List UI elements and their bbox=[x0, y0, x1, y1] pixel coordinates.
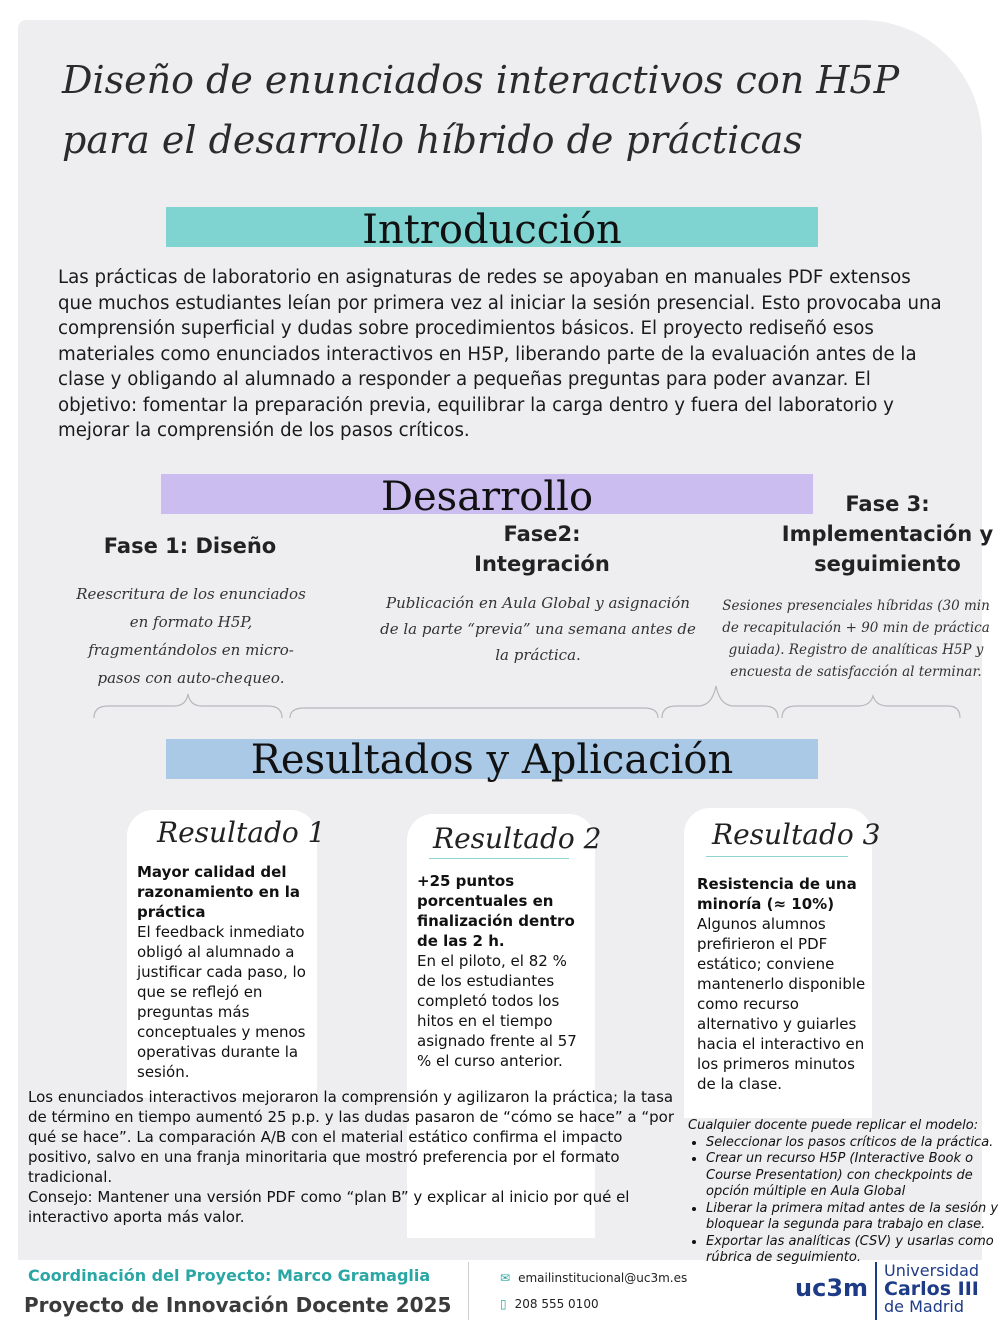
university-logo bbox=[884, 1262, 984, 1316]
logo-divider bbox=[875, 1262, 877, 1320]
phone-text[interactable]: 208 555 0100 bbox=[514, 1297, 599, 1311]
result-1-lead: Mayor calidad del razonamiento en la práctica bbox=[137, 863, 301, 921]
tips-item: • Crear un recurso H5P (Interactive Book o Course Presentation) con checkpoints de opción múltiple en Aula Global bbox=[706, 1151, 1000, 1201]
result-3-heading: Resultado 3 bbox=[712, 818, 881, 851]
result-3-lead: Resistencia de una minoría (≈ 10%) bbox=[697, 875, 857, 913]
result-1-body bbox=[137, 862, 312, 1082]
tips-item: • Liberar la primera mitad antes de la sesión y bloquear la segunda para trabajo en clase. bbox=[706, 1201, 1000, 1234]
result-2-heading: Resultado 2 bbox=[433, 822, 602, 855]
footer-divider bbox=[468, 1262, 469, 1320]
phase-2-description: Publicación en Aula Global y asignación de la parte “previa” una semana antes de la práctica. bbox=[380, 594, 696, 664]
phase-2-title: Fase2: Integración bbox=[474, 522, 610, 576]
section-band-results: Resultados y Aplicación bbox=[166, 739, 818, 779]
logo-line-3: de Madrid bbox=[884, 1297, 965, 1316]
tips-intro: Cualquier docente puede replicar el modelo: bbox=[688, 1118, 979, 1133]
phase-3-description: Sesiones presenciales híbridas (30 min de recapitulación + 90 min de práctica guiada). Registro de analíticas H5P y encuesta de satisfacción al terminar. bbox=[722, 598, 990, 680]
phase-brackets bbox=[88, 680, 968, 722]
result-3-body bbox=[697, 874, 867, 1094]
result-2-underline bbox=[429, 858, 569, 859]
project-name: Proyecto de Innovación Docente 2025 bbox=[24, 1293, 452, 1317]
logo-line-2: Carlos III bbox=[884, 1278, 979, 1300]
conclusion-text bbox=[28, 1087, 678, 1227]
result-3-underline bbox=[706, 856, 848, 857]
result-card-3 bbox=[684, 808, 881, 1118]
introduction-text: Las prácticas de laboratorio en asignaturas de redes se apoyaban en manuales PDF extensos que muchos estudiantes leían por primera vez al iniciar la sesión presencial. Esto provocaba una comprensión superficial y dudas sobre procedimientos básicos. El proyecto rediseñó esos materiales como enunciados interactivos en H5P, liberando parte de la evaluación antes de la clase y obligando al alumnado a responder a pequeñas preguntas para poder avanzar. El objetivo: fomentar la preparación previa, equilibrar la carga dentro y fuera del laboratorio y mejorar la comprensión de los pasos críticos. bbox=[58, 267, 942, 441]
email-text[interactable]: emailinstitucional@uc3m.es bbox=[518, 1271, 688, 1285]
tips-list bbox=[688, 1135, 1000, 1267]
result-card-1 bbox=[127, 810, 326, 1098]
result-2-body bbox=[417, 871, 589, 1071]
section-band-development: Desarrollo bbox=[161, 474, 813, 514]
poster-title: Diseño de enunciados interactivos con H5P para el desarrollo híbrido de prácticas bbox=[62, 58, 900, 162]
conclusion-tip: Consejo: Mantener una versión PDF como “plan B” y explicar al inicio por qué el interactivo aporta más valor. bbox=[28, 1188, 630, 1226]
phase-1-description: Reescritura de los enunciados en formato H5P, fragmentándolos en micro-pasos con auto-chequeo. bbox=[76, 585, 306, 687]
result-3-text: Algunos alumnos prefirieron el PDF estático; conviene mantenerlo disponible como recurso alternativo y guiarles hacia el interactivo en los primeros minutos de la clase. bbox=[697, 915, 866, 1093]
tips-item: • Seleccionar los pasos críticos de la práctica. bbox=[706, 1135, 1000, 1152]
contact-phone[interactable] bbox=[500, 1297, 599, 1311]
conclusion-summary: Los enunciados interactivos mejoraron la comprensión y agilizaron la práctica; la tasa de término en tiempo aumentó 25 p.p. y las dudas pasaron de “cómo se hace” a “por qué se hace”. La comparación A/B con el material estático confirma el impacto positivo, salvo en una franja minoritaria que mostró preferencia por el formato tradicional. bbox=[28, 1088, 675, 1186]
result-1-text: El feedback inmediato obligó al alumnado a justificar cada paso, lo que se reflejó en preguntas más conceptuales y menos operativas durante la sesión. bbox=[137, 923, 306, 1081]
result-2-lead: +25 puntos porcentuales en finalización dentro de las 2 h. bbox=[417, 872, 575, 950]
contact-email[interactable] bbox=[500, 1271, 687, 1285]
tips-item: • Exportar las analíticas (CSV) y usarlas como rúbrica de seguimiento. bbox=[706, 1234, 1000, 1267]
phone-icon: ▯ bbox=[500, 1297, 507, 1311]
mail-icon: ✉ bbox=[500, 1271, 511, 1285]
uc3m-logo: uc3m bbox=[795, 1274, 869, 1302]
phase-3-title: Fase 3: Implementación y seguimiento bbox=[781, 492, 994, 576]
logo-line-1: Universidad bbox=[884, 1261, 980, 1280]
section-band-introduction: Introducción bbox=[166, 207, 818, 247]
replication-tips bbox=[688, 1118, 1000, 1267]
result-2-text: En el piloto, el 82 % de los estudiantes completó todos los hitos en el tiempo asignado frente al 57 % el curso anterior. bbox=[417, 952, 577, 1070]
project-coordination: Coordinación del Proyecto: Marco Gramaglia bbox=[28, 1266, 431, 1285]
result-1-heading: Resultado 1 bbox=[157, 816, 326, 849]
phase-1-title: Fase 1: Diseño bbox=[103, 534, 277, 558]
